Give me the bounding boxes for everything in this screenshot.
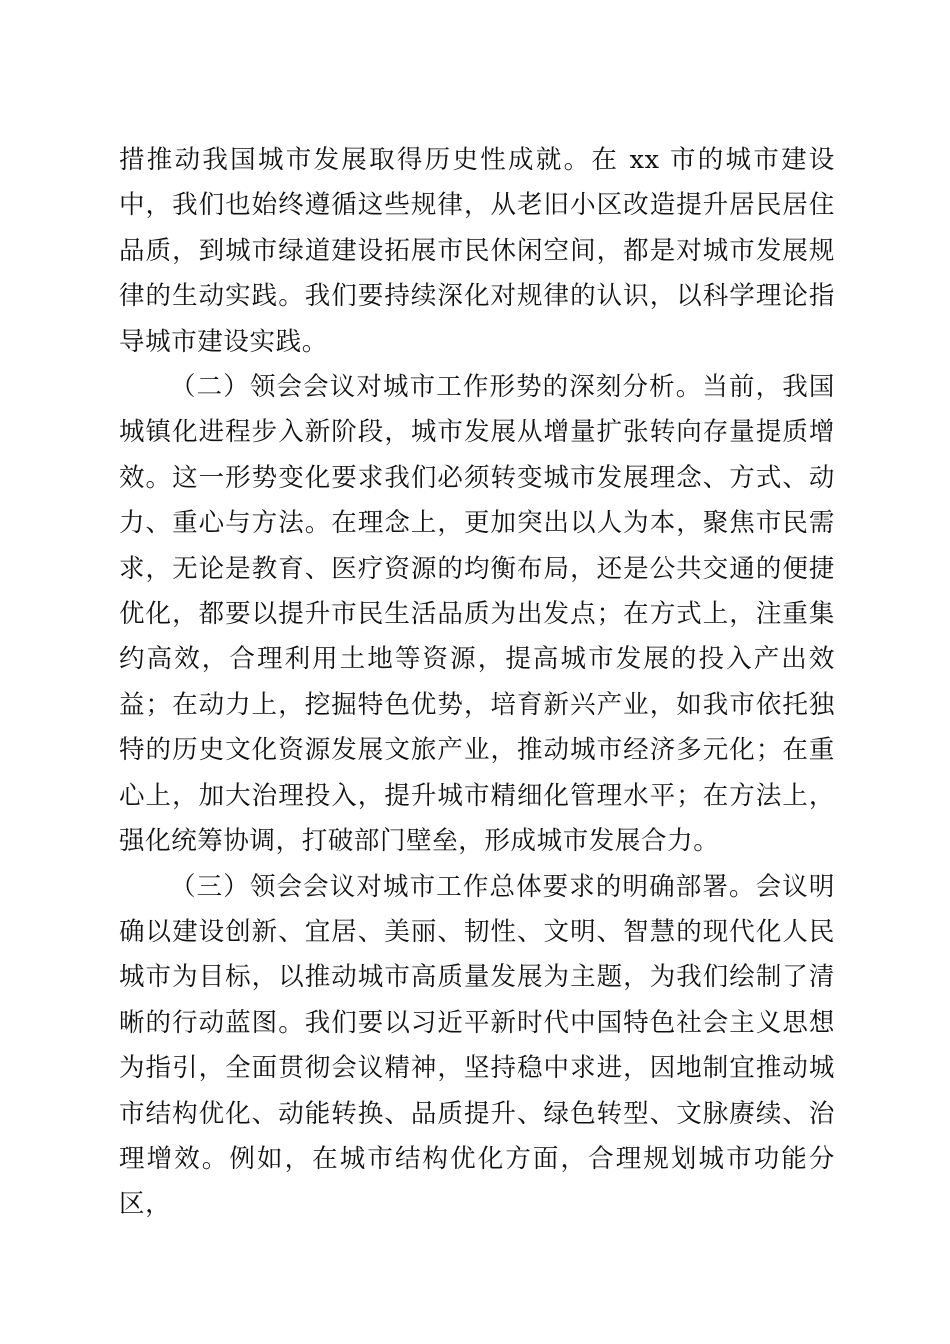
paragraph-continuation: 措推动我国城市发展取得历史性成就。在 xx 市的城市建设中，我们也始终遵循这些规律，从老旧小区改造提升居民居住品质，到城市绿道建设拓展市民休闲空间，都是对城市发展规律的生动实践。我们要持续深化对规律的认识，以科学理论指导城市建设实践。 xyxy=(119,145,835,357)
paragraph-section-3: （三）领会会议对城市工作总体要求的明确部署。会议明确以建设创新、宜居、美丽、韧性、文明、智慧的现代化人民城市为目标，以推动城市高质量发展为主题，为我们绘制了清晰的行动蓝图。我们要以习近平新时代中国特色社会主义思想为指引，全面贯彻会议精神，坚持稳中求进，因地制宜推动城市结构优化、动能转换、品质提升、绿色转型、文脉赓续、治理增效。例如，在城市结构优化方面，合理规划城市功能分区， xyxy=(119,871,835,1220)
document-body xyxy=(119,138,835,1228)
paragraph-section-2: （二）领会会议对城市工作形势的深刻分析。当前，我国城镇化进程步入新阶段，城市发展从增量扩张转向存量提质增效。这一形势变化要求我们必须转变城市发展理念、方式、动力、重心与方法。在理念上，更加突出以人为本，聚焦市民需求，无论是教育、医疗资源的均衡布局，还是公共交通的便捷优化，都要以提升市民生活品质为出发点；在方式上，注重集约高效，合理利用土地等资源，提高城市发展的投入产出效益；在动力上，挖掘特色优势，培育新兴产业，如我市依托独特的历史文化资源发展文旅产业，推动城市经济多元化；在重心上，加大治理投入，提升城市精细化管理水平；在方法上，强化统筹协调，打破部门壁垒，形成城市发展合力。 xyxy=(119,372,835,857)
